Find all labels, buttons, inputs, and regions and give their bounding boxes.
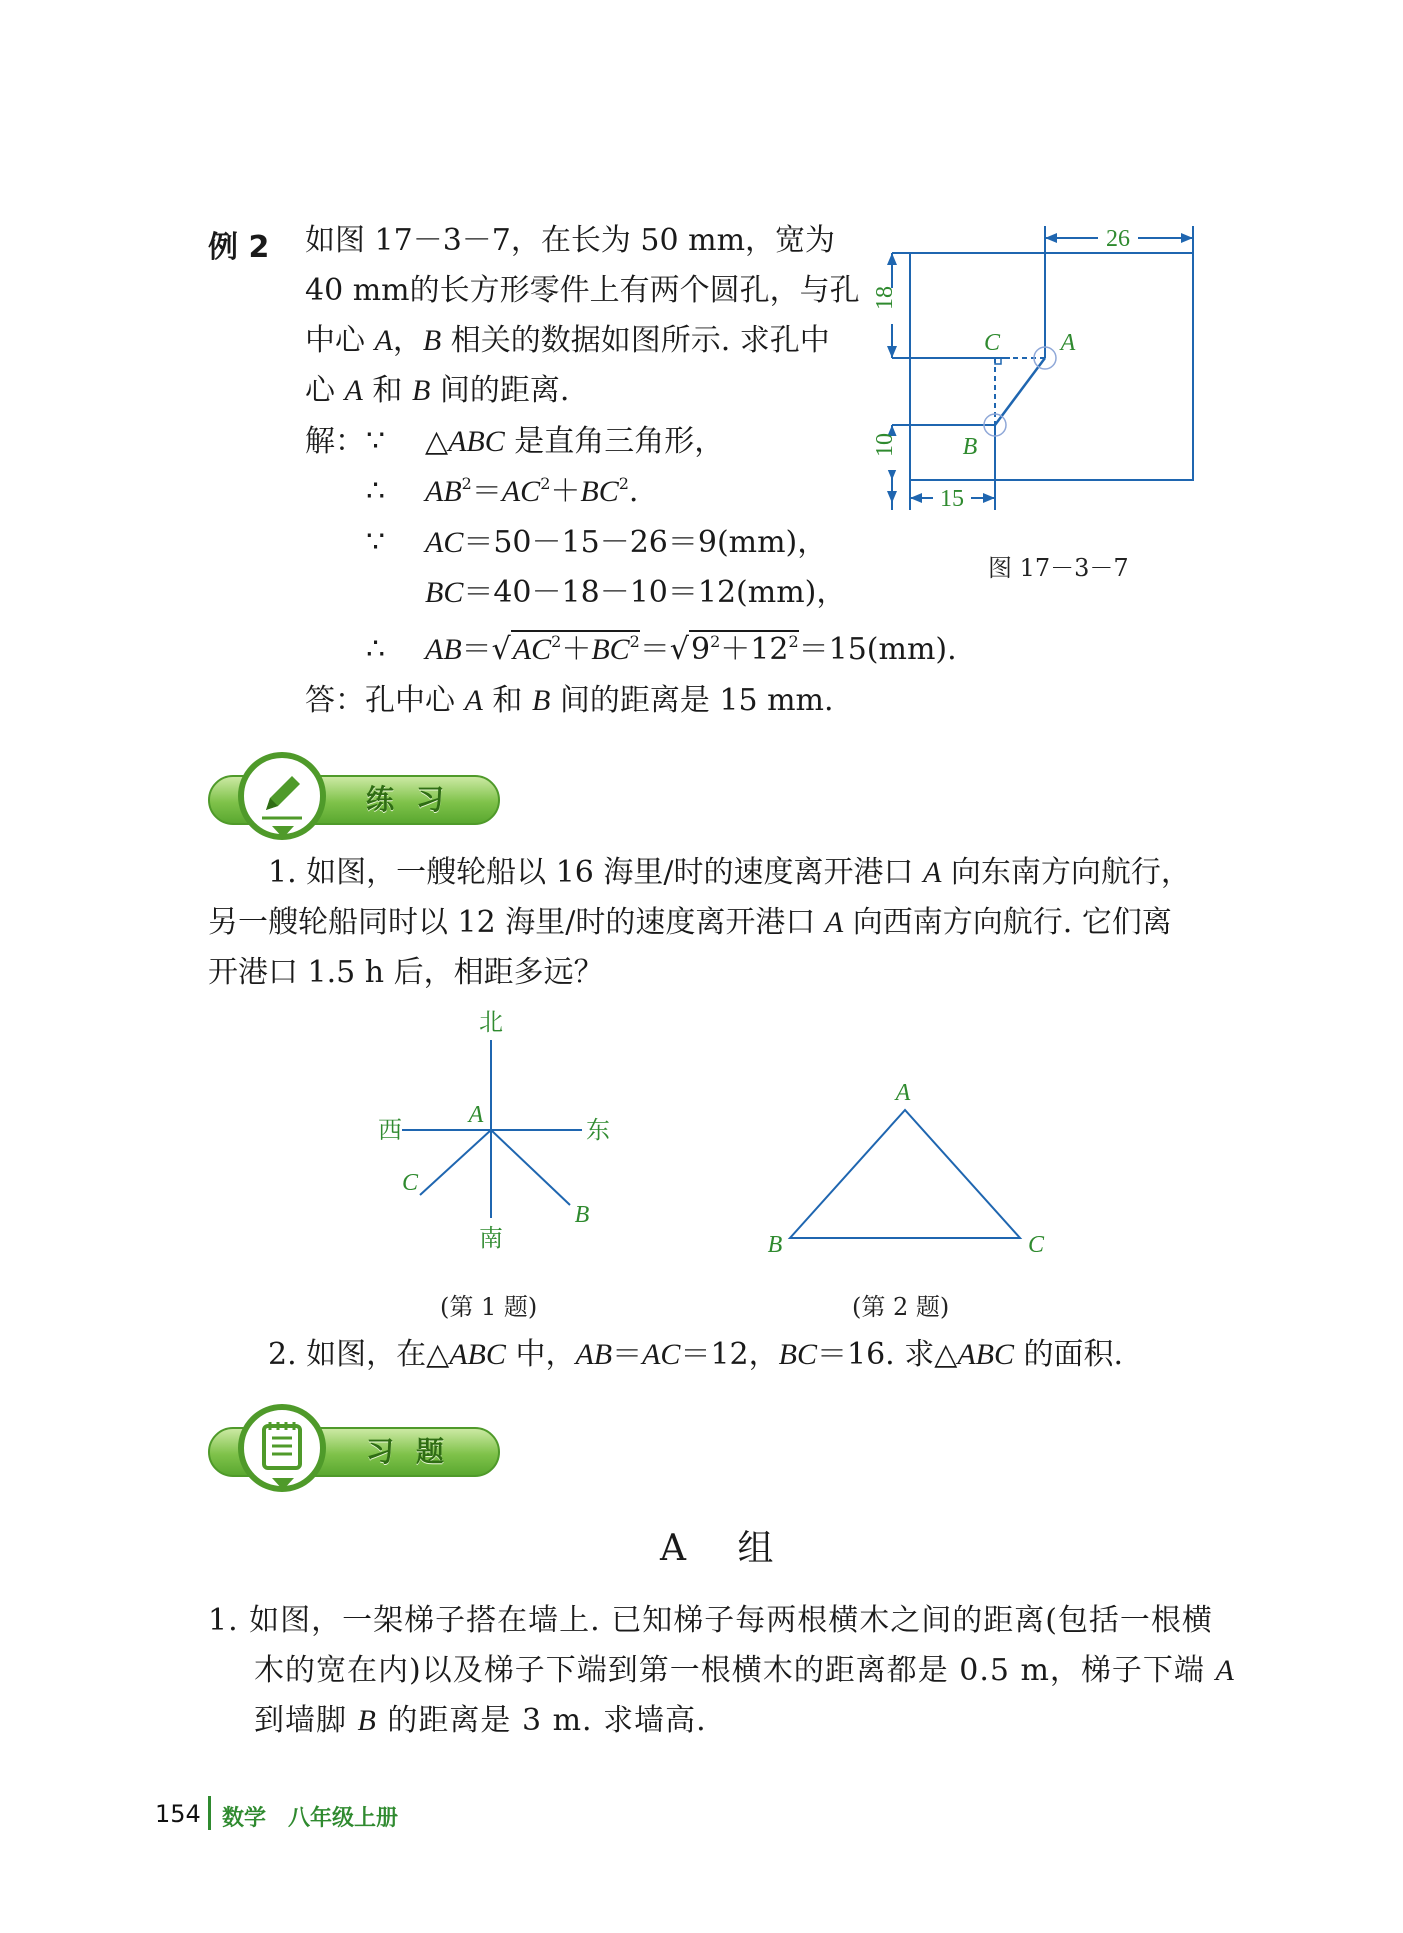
solution-step-5: $AB=√AC^2+BC^2=√9^2+12^2=15(mm)$. [425,632,957,667]
book-title: 数学 八年级上册 [222,1806,399,1831]
figure-2-caption: (第 2 题) [852,1293,950,1321]
question-line: 开港口 1.5 h 后，相距多远？ [208,955,604,990]
group-title: A 组 [660,1528,794,1569]
because-symbol: ∵ [366,525,386,560]
therefore-symbol: ∴ [366,474,386,509]
dim-26-label: 26 [1106,226,1130,252]
exercises-badge-arrow [272,1478,294,1492]
figure-question-1 [360,1000,630,1260]
figure-caption: 图 17－3－7 [988,554,1129,582]
practice-question-1 [208,848,1191,998]
notepad-icon [244,1410,320,1486]
vertex-c-label: C [1027,1232,1045,1258]
problem-line: 如图 17－3－7，在长为 50 mm，宽为 [305,223,836,258]
exercises-title: 习题 [366,1435,467,1468]
question-line: 另一艘轮船同时以 12 海里/时的速度离开港口 A 向西南方向航行. 它们离 [208,905,1172,940]
west-label: 西 [378,1118,402,1144]
exercise-question-1 [208,1596,1235,1746]
solution-step-4: BC＝40－18－10＝12(mm)， [425,575,847,610]
figure-question-2 [750,1080,1060,1260]
solution-step-1: △ABC 是直角三角形， [425,424,725,459]
solve-label: 解： [305,424,365,459]
ray-ab [491,1130,570,1205]
point-c-label: C [401,1170,418,1196]
practice-question-2: 2. 如图，在△ABC 中，AB＝AC＝12，BC＝16. 求△ABC 的面积. [268,1337,1124,1372]
figure-17-3-7 [870,218,1210,518]
segment-ab [995,358,1045,425]
east-label: 东 [586,1118,610,1144]
vertex-b-label: B [767,1232,783,1258]
solution-step-3: AC＝50－15－26＝9(mm)， [425,525,828,560]
solution-step-2: $AB^2=AC^2+BC^2$. [425,474,639,509]
because-symbol: ∵ [366,424,386,459]
north-label: 北 [479,1010,503,1036]
figure-1-caption: (第 1 题) [440,1293,538,1321]
label-a: A [1060,330,1076,356]
dim-18-label: 18 [872,286,898,310]
dim-15-label: 15 [940,486,964,512]
exercise-line: 到墙脚 B 的距离是 3 m. 求墙高. [254,1703,707,1738]
therefore-symbol: ∴ [366,632,386,667]
south-label: 南 [479,1226,503,1252]
example-label: 例 2 [208,230,270,265]
point-b-label: B [574,1202,590,1228]
triangle-abc [790,1110,1020,1238]
pencil-icon [244,758,320,834]
page-number: 154 [155,1800,201,1828]
exercise-line: 1. 如图，一架梯子搭在墙上. 已知梯子每两根横木之间的距离(包括一根横 [208,1603,1213,1638]
ray-ac [420,1130,491,1195]
label-b: B [962,434,978,460]
example-answer: 答：孔中心 A 和 B 间的距离是 15 mm. [305,683,834,718]
problem-line: 中心 A，B 相关的数据如图所示. 求孔中 [305,323,830,358]
question-line: 1. 如图，一艘轮船以 16 海里/时的速度离开港口 A 向东南方向航行， [268,855,1191,890]
vertex-a-label: A [895,1080,911,1106]
practice-title: 练习 [366,783,467,816]
label-c: C [983,330,1001,356]
example-problem [305,216,860,416]
problem-line: 40 mm的长方形零件上有两个圆孔，与孔 [305,273,860,308]
dim-10-label: 10 [872,433,898,457]
practice-badge-arrow [272,826,294,840]
footer-divider [208,1796,211,1830]
problem-line: 心 A 和 B 间的距离. [305,373,570,408]
point-a-label: A [468,1102,484,1128]
exercise-line: 木的宽在内)以及梯子下端到第一根横木的距离都是 0.5 m，梯子下端 A [254,1653,1235,1688]
